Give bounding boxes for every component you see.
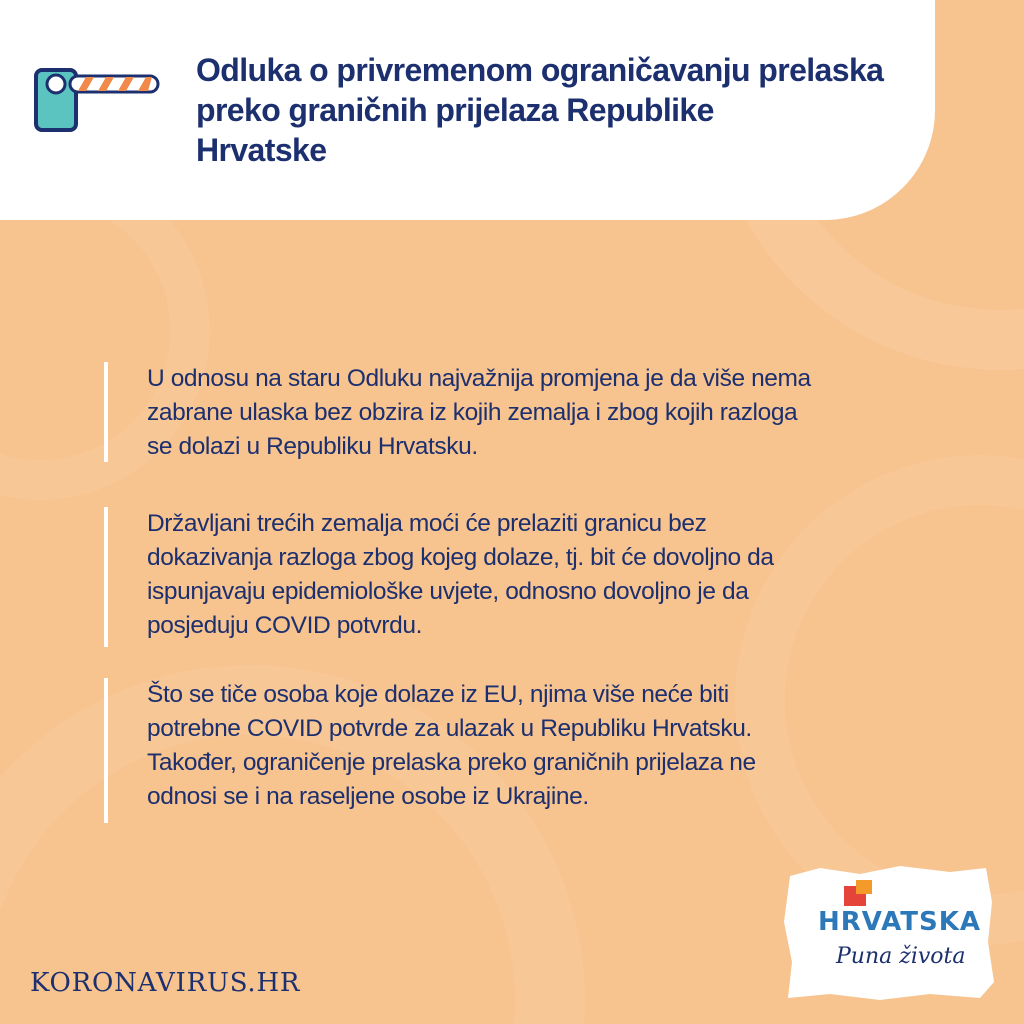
info-paragraph-1: U odnosu na staru Odluku najvažnija promjena je da više nema zabrane ulaska bez obzira iz kojih zemalja i zbog kojih razloga se dolazi u Republiku Hrvatsku. xyxy=(104,362,924,462)
info-paragraph-2: Državljani trećih zemalja moći će prelaziti granicu bez dokazivanja razloga zbog kojeg dolaze, tj. bit će dovoljno da ispunjavaju epidemiološke uvjete, odnosno dovoljno je da posjeduju COVID potvrdu. xyxy=(104,507,924,647)
info-paragraph-3: Što se tiče osoba koje dolaze iz EU, njima više neće biti potrebne COVID potvrde za ulazak u Republiku Hrvatsku. Također, ograničenje prelaska preko graničnih prijelaza ne odnosi se i na raseljene osobe iz Ukrajine. xyxy=(104,678,924,823)
logo-tagline: Puna života xyxy=(836,944,966,969)
site-url: KORONAVIRUS.HR xyxy=(30,968,301,998)
barrier-gate-icon xyxy=(30,66,162,134)
logo-wordmark: HRVATSKA xyxy=(818,907,981,937)
page-title: Odluka o privremenom ograničavanju prelaska preko graničnih prijelaza Republike Hrvatske xyxy=(196,52,884,168)
